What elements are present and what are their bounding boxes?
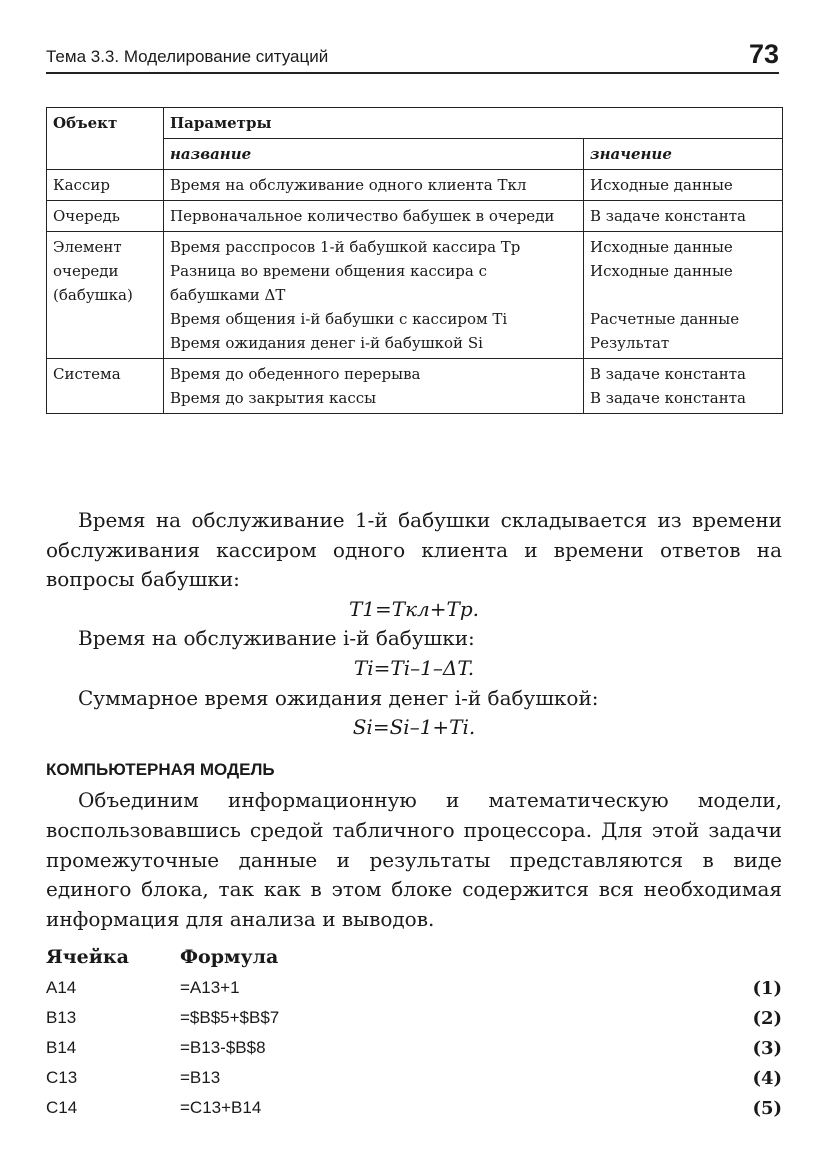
param-value: Исходные данные <box>590 262 733 280</box>
cell-ref: C14 <box>46 1098 78 1117</box>
section-title: КОМПЬЮТЕРНАЯ МОДЕЛЬ <box>46 759 275 779</box>
param-value: В задаче константа <box>590 389 746 407</box>
paragraph: Время на обслуживание 1-й бабушки складывается из времени обслуживания кассиром одного клиента и времени ответов на вопросы бабушки: <box>46 508 782 592</box>
parameters-table <box>46 107 783 414</box>
table-row <box>47 232 783 359</box>
value-cell <box>584 359 783 414</box>
formula-number: (5) <box>752 1098 782 1119</box>
cell-ref: A14 <box>46 978 77 997</box>
name-cell <box>164 201 584 232</box>
cell-formula: =C13+B14 <box>180 1098 262 1117</box>
col-header-name: название <box>164 139 584 170</box>
formula-number: (1) <box>752 978 782 999</box>
cell-formula-list <box>46 944 782 1124</box>
table-row <box>47 170 783 201</box>
paragraph: Время на обслуживание i-й бабушки: <box>78 626 475 651</box>
list-item <box>46 1094 782 1124</box>
formula-number: (4) <box>752 1068 782 1089</box>
param-name: Первоначальное количество бабушек в очереди <box>170 207 555 225</box>
cell-ref: C13 <box>46 1068 78 1087</box>
param-value: Исходные данные <box>590 238 733 256</box>
cell-formula-header <box>46 944 782 974</box>
formula-si: Si=Si–1+Ti. <box>352 715 476 740</box>
col-header-value: значение <box>584 139 783 170</box>
page-header <box>46 38 779 74</box>
param-value: Результат <box>590 334 670 352</box>
object-cell: Кассир <box>47 170 164 201</box>
page-number: 73 <box>748 39 779 69</box>
header-cell: Ячейка <box>46 946 129 968</box>
cell-formula: =B13-$B$8 <box>180 1038 266 1057</box>
object-cell: Очередь <box>47 201 164 232</box>
list-item <box>46 974 782 1004</box>
cell-formula: =B13 <box>180 1068 221 1087</box>
name-cell <box>164 359 584 414</box>
formula-ti: Ti=Ti–1–ΔT. <box>353 655 475 680</box>
param-value: В задаче константа <box>590 207 746 225</box>
param-value: Исходные данные <box>590 176 733 194</box>
cell-formula: =A13+1 <box>180 978 240 997</box>
cell-ref: B14 <box>46 1038 77 1057</box>
list-item <box>46 1034 782 1064</box>
body-text <box>46 506 782 934</box>
value-cell <box>584 170 783 201</box>
param-name: Время до закрытия кассы <box>170 389 377 407</box>
param-value: Расчетные данные <box>590 310 740 328</box>
value-cell <box>584 232 783 359</box>
cell-ref: B13 <box>46 1008 77 1027</box>
name-cell <box>164 170 584 201</box>
table-row <box>47 359 783 414</box>
value-cell <box>584 201 783 232</box>
cell-formula: =$B$5+$B$7 <box>180 1008 280 1027</box>
param-name: Время расспросов 1-й бабушкой кассира Tр <box>170 238 521 256</box>
name-cell <box>164 232 584 359</box>
param-name: Время до обеденного перерыва <box>170 365 421 383</box>
paragraph: Объединим информационную и математическую модели, воспользовавшись средой табличного процессора. Для этой задачи промежуточные данные и результаты представляются в виде единого блока, так как в этом блоке содержится вся необходимая информация для анализа и выводов. <box>46 788 782 931</box>
paragraph: Суммарное время ожидания денег i-й бабушкой: <box>78 685 599 710</box>
object-cell: Система <box>47 359 164 414</box>
param-name: Время ожидания денег i-й бабушкой Si <box>170 334 483 352</box>
col-header-object: Объект <box>47 108 164 170</box>
param-name: Разница во времени общения кассира с бабушками ΔT <box>170 262 487 304</box>
table-row <box>47 201 783 232</box>
object-cell: Элемент очереди (бабушка) <box>47 232 164 359</box>
formula-t1: T1=Tкл+Tр. <box>348 596 480 621</box>
formula-number: (2) <box>752 1008 782 1029</box>
param-name: Время на обслуживание одного клиента Tкл <box>170 176 527 194</box>
col-header-params: Параметры <box>164 108 783 139</box>
param-value: В задаче константа <box>590 365 746 383</box>
list-item <box>46 1004 782 1034</box>
chapter-title: Тема 3.3. Моделирование ситуаций <box>46 47 329 66</box>
param-name: Время общения i-й бабушки с кассиром Ti <box>170 310 508 328</box>
header-formula: Формула <box>180 946 279 968</box>
formula-number: (3) <box>752 1038 782 1059</box>
list-item <box>46 1064 782 1094</box>
